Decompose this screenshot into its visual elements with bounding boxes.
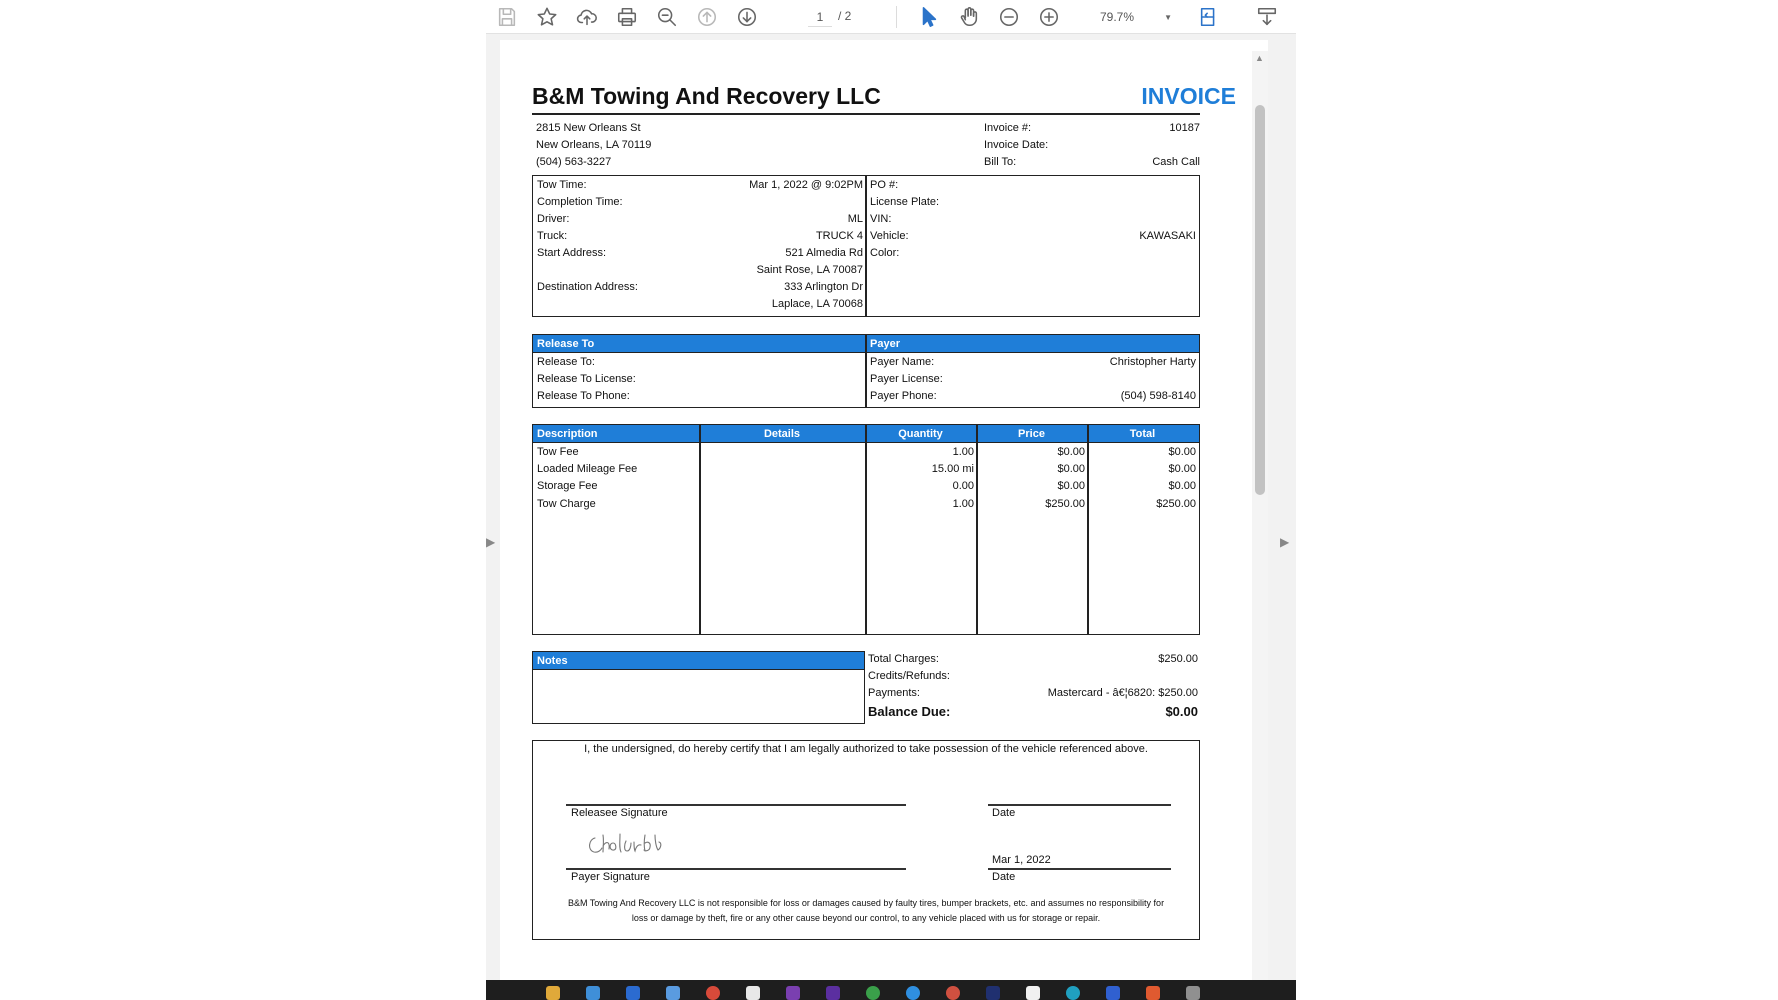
vertical-scrollbar[interactable] <box>1252 51 1268 980</box>
item-quantity: 0.00 <box>952 480 974 492</box>
item-quantity: 1.00 <box>952 446 974 458</box>
notes-box <box>532 651 865 724</box>
column-header: Total <box>1129 428 1156 440</box>
title-divider <box>532 113 1200 115</box>
zoom-level-select[interactable] <box>1100 7 1172 27</box>
scrollbar-thumb[interactable] <box>1255 105 1265 495</box>
right-panel-toggle-icon[interactable]: ▶ <box>1280 535 1290 549</box>
field-row <box>870 228 1196 245</box>
left-panel-toggle-icon[interactable]: ▶ <box>486 535 496 549</box>
app-icon[interactable] <box>1066 986 1080 1000</box>
field-label: Payer Name: <box>870 356 935 368</box>
company-phone: (504) 563-3227 <box>536 156 612 168</box>
column-divider <box>865 335 867 407</box>
notes-header: Notes <box>537 655 568 667</box>
releasee-date-label: Date <box>992 807 1016 819</box>
table-body <box>533 444 1198 513</box>
payer-date-label: Date <box>992 871 1016 883</box>
payer-phone-value: (504) 598-8140 <box>1120 390 1196 402</box>
save-icon[interactable] <box>494 4 520 30</box>
field-label: Payer License: <box>870 373 943 385</box>
bill-to-row <box>984 154 1200 171</box>
toolbar-divider <box>896 6 897 28</box>
total-charges-row <box>868 651 1198 668</box>
truck-value: TRUCK 4 <box>815 230 863 242</box>
pdf-toolbar <box>486 0 1296 34</box>
zoom-in-icon[interactable] <box>1036 4 1062 30</box>
app-icon[interactable] <box>946 986 960 1000</box>
invoice-page <box>500 40 1268 980</box>
field-row <box>870 371 1196 388</box>
pdf-viewer <box>486 0 1296 1000</box>
bookmark-star-icon[interactable] <box>534 4 560 30</box>
app-icon[interactable] <box>786 986 800 1000</box>
hand-pan-icon[interactable] <box>956 4 982 30</box>
item-price: $0.00 <box>1057 480 1085 492</box>
scroll-up-icon[interactable]: ▲ <box>1255 53 1264 63</box>
select-cursor-icon[interactable] <box>916 4 942 30</box>
app-icon[interactable] <box>1106 986 1120 1000</box>
total-label: Payments: <box>868 687 920 699</box>
field-label: Color: <box>870 247 900 259</box>
zoom-level-value: 79.7% <box>1100 10 1135 24</box>
certification-text: I, the undersigned, do hereby certify that I am legally authorized to take possession of the vehicle referenced above. <box>584 743 1148 755</box>
app-icon[interactable] <box>626 986 640 1000</box>
total-charges-value: $250.00 <box>1158 653 1198 665</box>
column-header: Details <box>763 428 801 440</box>
item-total: $0.00 <box>1168 463 1196 475</box>
table-row <box>533 496 1198 514</box>
payer-header: Payer <box>870 338 900 350</box>
payments-value: Mastercard - â€¦6820: $250.00 <box>1047 687 1198 699</box>
destination-address-value: 333 Arlington Dr <box>784 281 863 293</box>
app-icon[interactable] <box>666 986 680 1000</box>
field-label: Truck: <box>537 230 568 242</box>
item-price: $0.00 <box>1057 446 1085 458</box>
disclaimer-text: B&M Towing And Recovery LLC is not responsible for loss or damages caused by faulty tires, bumper brackets, etc. and assumes no responsibility for <box>567 898 1165 908</box>
tow-right-fields <box>870 177 1196 262</box>
field-label: Completion Time: <box>537 196 623 208</box>
field-row <box>870 245 1196 262</box>
invoice-meta <box>984 120 1200 171</box>
field-label: License Plate: <box>870 196 940 208</box>
tow-left-fields <box>537 177 863 313</box>
item-quantity: 1.00 <box>952 498 974 510</box>
upload-cloud-icon[interactable] <box>574 4 600 30</box>
field-label: Start Address: <box>537 247 607 259</box>
field-row <box>537 371 863 388</box>
balance-label: Balance Due: <box>868 704 951 719</box>
start-city-value: Saint Rose, LA 70087 <box>756 264 863 276</box>
taskbar <box>486 980 1296 1000</box>
address-line: New Orleans, LA 70119 <box>536 139 652 151</box>
field-label: Destination Address: <box>537 281 638 293</box>
notes-header-bar <box>533 652 864 670</box>
app-icon[interactable] <box>826 986 840 1000</box>
app-icon[interactable] <box>986 986 1000 1000</box>
field-label: Driver: <box>537 213 570 225</box>
item-quantity: 15.00 mi <box>931 463 974 475</box>
destination-city-value: Laplace, LA 70068 <box>771 298 863 310</box>
zoom-search-icon[interactable] <box>654 4 680 30</box>
field-row <box>537 228 863 245</box>
item-total: $250.00 <box>1156 498 1196 510</box>
column-divider <box>865 176 867 316</box>
item-total: $0.00 <box>1168 480 1196 492</box>
page-number-input[interactable] <box>808 7 832 27</box>
field-row <box>537 194 863 211</box>
invoice-number-row <box>984 120 1200 137</box>
field-label: Payer Phone: <box>870 390 937 402</box>
total-label: Total Charges: <box>868 653 939 665</box>
prev-page-icon[interactable] <box>694 4 720 30</box>
table-row <box>533 478 1198 495</box>
release-fields <box>537 354 863 405</box>
invoice-number: 10187 <box>1169 122 1200 134</box>
item-description: Tow Charge <box>537 498 596 510</box>
total-label: Credits/Refunds: <box>868 670 950 682</box>
meta-label: Invoice Date: <box>984 139 1049 151</box>
item-description: Storage Fee <box>537 480 598 492</box>
fit-page-icon[interactable] <box>1196 4 1222 30</box>
start-address-value: 521 Almedia Rd <box>785 247 863 259</box>
tow-details-box <box>532 175 1200 317</box>
app-icon[interactable] <box>866 986 880 1000</box>
field-label: Tow Time: <box>537 179 587 191</box>
meta-label: Bill To: <box>984 156 1017 168</box>
totals-section <box>868 651 1198 722</box>
company-address <box>536 120 651 171</box>
app-icon[interactable] <box>746 986 760 1000</box>
field-label: VIN: <box>870 213 892 225</box>
document-area <box>486 35 1296 980</box>
address-line: 2815 New Orleans St <box>536 122 641 134</box>
signature-box <box>532 740 1200 940</box>
table-row <box>533 461 1198 478</box>
invoice-date-row <box>984 137 1200 154</box>
column-header: Description <box>537 428 598 440</box>
vehicle-value: KAWASAKI <box>1139 230 1196 242</box>
page-total-label: / 2 <box>838 9 852 23</box>
app-icon[interactable] <box>906 986 920 1000</box>
field-row <box>537 177 863 194</box>
app-icon[interactable] <box>1026 986 1040 1000</box>
column-header: Price <box>1018 428 1045 440</box>
releasee-date-line <box>988 804 1171 806</box>
field-row <box>537 388 863 405</box>
field-label: PO #: <box>870 179 899 191</box>
bill-to-value: Cash Call <box>1152 156 1200 168</box>
balance-due-value: $0.00 <box>1165 704 1198 719</box>
field-row <box>537 211 863 228</box>
column-header: Quantity <box>898 428 943 440</box>
company-name: B&M Towing And Recovery LLC <box>532 83 881 109</box>
download-icon[interactable] <box>1254 4 1280 30</box>
meta-label: Invoice #: <box>984 122 1032 134</box>
field-row <box>870 388 1196 405</box>
field-row <box>870 211 1196 228</box>
field-row <box>870 354 1196 371</box>
app-icon[interactable] <box>586 986 600 1000</box>
field-label: Release To Phone: <box>537 390 630 402</box>
app-icon[interactable] <box>1186 986 1200 1000</box>
payer-signature-label: Payer Signature <box>571 871 650 883</box>
item-price: $250.00 <box>1045 498 1085 510</box>
line-items-table <box>532 424 1200 635</box>
app-icon[interactable] <box>1146 986 1160 1000</box>
field-label: Release To: <box>537 356 595 368</box>
field-row <box>537 245 863 262</box>
zoom-out-icon[interactable] <box>996 4 1022 30</box>
balance-due-row <box>868 702 1198 722</box>
field-row <box>537 354 863 371</box>
field-label: Vehicle: <box>870 230 909 242</box>
table-row <box>533 444 1198 461</box>
release-header: Release To <box>537 338 595 350</box>
field-row <box>537 296 863 313</box>
payer-fields <box>870 354 1196 405</box>
folder-app-icon[interactable] <box>546 986 560 1000</box>
payer-name-value: Christopher Harty <box>1109 356 1196 368</box>
item-price: $0.00 <box>1057 463 1085 475</box>
item-total: $0.00 <box>1168 446 1196 458</box>
item-description: Tow Fee <box>537 446 579 458</box>
field-row <box>870 177 1196 194</box>
next-page-icon[interactable] <box>734 4 760 30</box>
invoice-title: INVOICE <box>1141 83 1236 109</box>
credits-row <box>868 668 1198 685</box>
release-payer-box <box>532 334 1200 408</box>
field-row <box>537 279 863 296</box>
payments-row <box>868 685 1198 702</box>
chevron-down-icon: ▼ <box>1164 12 1172 22</box>
field-row <box>870 194 1196 211</box>
print-icon[interactable] <box>614 4 640 30</box>
driver-value: ML <box>847 213 863 225</box>
disclaimer-text: loss or damage by theft, fire or any other cause beyond our control, to any vehicle placed with us for storage or repair. <box>631 913 1101 923</box>
field-label: Release To License: <box>537 373 636 385</box>
tow-time-value: Mar 1, 2022 @ 9:02PM <box>749 179 863 191</box>
app-icon[interactable] <box>706 986 720 1000</box>
field-row <box>537 262 863 279</box>
payer-signature-date: Mar 1, 2022 <box>992 854 1051 866</box>
payer-signature-image <box>585 829 675 859</box>
releasee-signature-label: Releasee Signature <box>571 807 668 819</box>
item-description: Loaded Mileage Fee <box>537 463 638 475</box>
payer-date-line <box>988 868 1171 870</box>
